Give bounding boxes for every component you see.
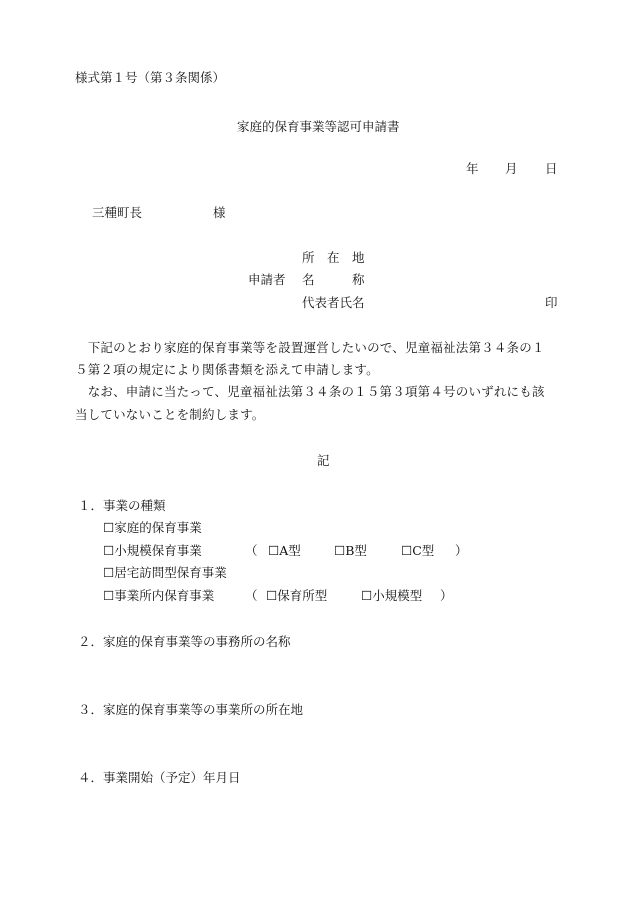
option-workplace-daycare-label: 事業所内保育事業 [114,588,215,603]
section-2-title: 家庭的保育事業等の事務所の名称 [103,634,291,649]
option-small-type-label: 小規模型 [372,588,423,603]
checkbox-icon[interactable]: ☐ [103,565,115,580]
date-year-label: 年 [466,161,479,176]
option-workplace-daycare[interactable] [103,590,214,603]
option-type-c[interactable] [401,545,434,558]
option-small-scale-daycare-label: 小規模保育事業 [114,543,202,558]
body-paragraph-1-line-1: 下記のとおり家庭的保育事業等を設置運営したいので、児童福祉法第３４条の１ [75,340,545,355]
section-1-title: 事業の種類 [103,498,166,513]
option-home-visit-daycare-label: 居宅訪問型保育事業 [114,565,227,580]
section-4-title: 事業開始（予定）年月日 [103,770,241,785]
ki-heading: 記 [317,453,330,468]
seal-mark: 印 [545,295,558,310]
checkbox-icon[interactable]: ☐ [266,588,278,603]
document-title: 家庭的保育事業等認可申請書 [237,119,400,134]
section-3-title: 家庭的保育事業等の事業所の所在地 [103,702,304,717]
addressee-name: 三種町長 [92,205,143,220]
applicant-name-label: 名 称 [302,272,365,287]
checkbox-icon[interactable]: ☐ [401,543,413,558]
date-month-label: 月 [505,161,518,176]
checkbox-icon[interactable]: ☐ [268,543,280,558]
option-home-visit-daycare[interactable] [103,567,227,580]
checkbox-icon[interactable]: ☐ [103,543,115,558]
small-types-open-paren: （ [245,543,258,558]
option-small-type[interactable] [361,590,422,603]
addressee-honorific: 様 [213,205,226,220]
section-4-number: ４． [78,770,104,785]
body-paragraph-2-line-1: なお、申請に当たって、児童福祉法第３４条の１５第３項第４号のいずれにも該 [75,384,545,399]
body-paragraph-1-line-2: ５第２項の規定により関係書類を添えて申請します。 [75,362,379,377]
checkbox-icon[interactable]: ☐ [103,588,115,603]
option-family-daycare[interactable] [103,522,202,535]
form-number: 様式第１号（第３条関係） [75,70,226,85]
checkbox-icon[interactable]: ☐ [334,543,346,558]
small-types-close-paren: ） [455,543,468,558]
section-2-number: ２． [78,634,104,649]
section-3-number: ３． [78,702,104,717]
workplace-types-open-paren: （ [245,588,258,603]
option-family-daycare-label: 家庭的保育事業 [114,520,202,535]
section-1-number: １． [78,498,104,513]
option-nursery-type[interactable] [266,590,327,603]
option-type-b-label: B型 [345,543,367,558]
date-day-label: 日 [545,161,558,176]
workplace-types-close-paren: ） [440,588,453,603]
option-nursery-type-label: 保育所型 [277,588,328,603]
applicant-label: 申請者 [248,272,286,287]
option-type-c-label: C型 [412,543,435,558]
option-type-b[interactable] [334,545,367,558]
option-small-scale-daycare[interactable] [103,545,202,558]
option-type-a-label: A型 [279,543,301,558]
option-type-a[interactable] [268,545,301,558]
body-paragraph-2-line-2: 当していないことを制約します。 [75,407,265,422]
checkbox-icon[interactable]: ☐ [361,588,373,603]
applicant-representative-label: 代表者氏名 [302,295,365,310]
applicant-address-label: 所 在 地 [302,250,365,265]
checkbox-icon[interactable]: ☐ [103,520,115,535]
